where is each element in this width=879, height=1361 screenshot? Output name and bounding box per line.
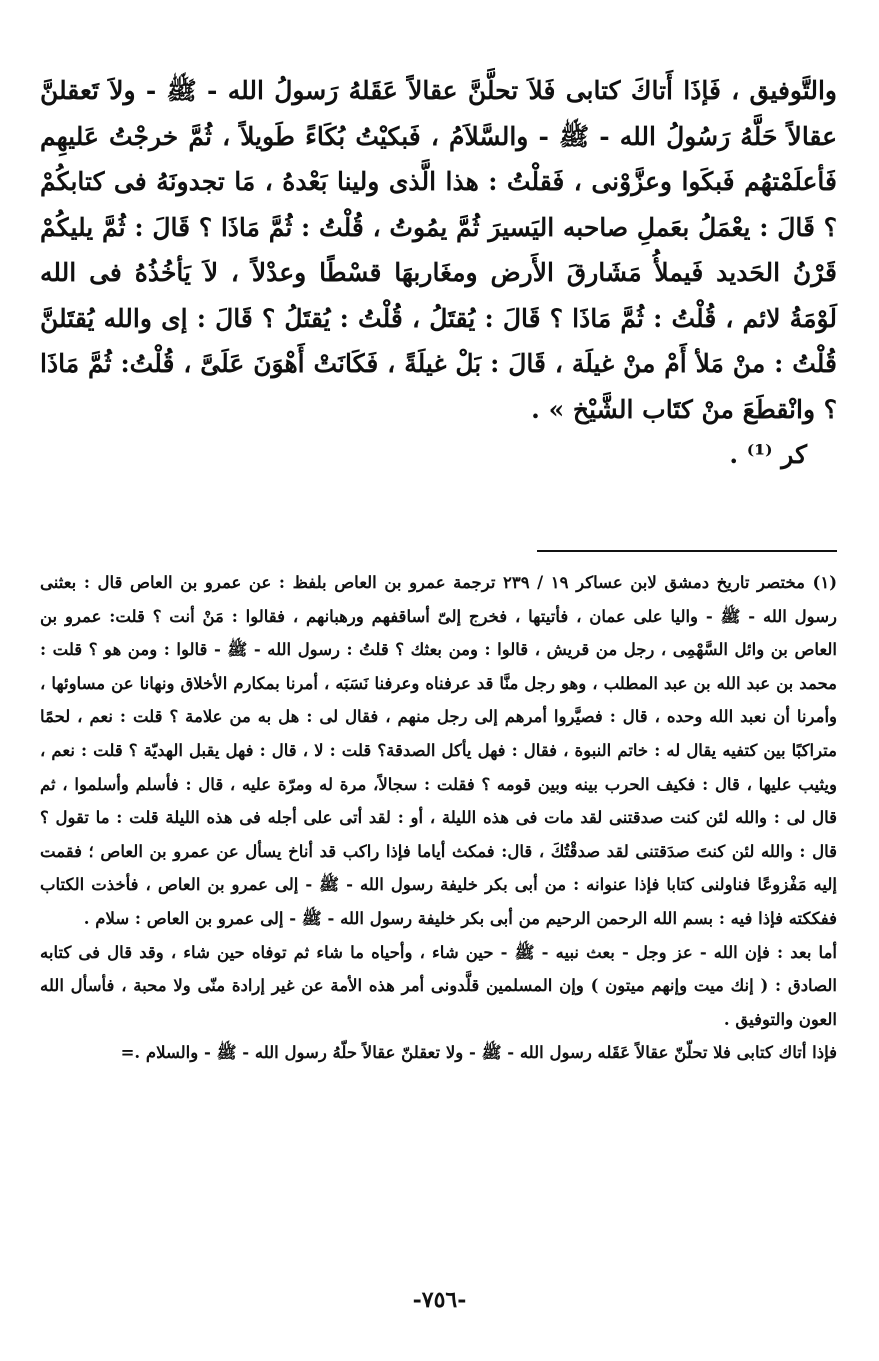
footnote-divider: [537, 550, 837, 552]
page-number: -٧٥٦-: [412, 1287, 467, 1313]
source-signature: كر ⁽¹⁾ .: [729, 440, 807, 469]
footnote-paragraph-1: (١) مختصر تاريخ دمشق لابن عساكر ١٩ / ٢٣٩ ترجمة عمرو بن العاص بلفظ : عن عمرو بن العاص قال : بعثنى رسول الله - ﷺ - واليا على عمان ، فأتيتها ، فخرج إلىّ أساقفهم ورهبانهم ، فقالوا : مَنْ أنت ؟ قلت: عمرو بن العاص بن وائل السَّهْمِى ، رجل من قريش ، قالوا : ومن بعثك ؟ قلتُ : رسول الله - ﷺ - قالوا : ومن هو ؟ قلت : محمد بن عبد الله بن عبد المطلب ، وهو رجل منَّا قد عرفناه وعرفنا نَسَبَه ، أمرنا بمكارم الأخلاق ونهانا عن مساوئها ، وأمرنا أن نعبد الله وحده ، قال : فصيَّروا أمرهم إلى رجل منهم ، فقال لى : هل به من علامة ؟ قلت : نعم ، لحمًا متراكبًا بين كتفيه يقال له : خاتم النبوة ، فقال : فهل يأكل الصدقة؟ قلت : لا ، قال : فهل يقبل الهديّة ؟ قلت : نعم ، ويثيب عليها ، قال : فكيف الحرب بينه وبين قومه ؟ فقلت : سجالاً، مرة له ومرّة عليه ، قال : فأسلم وأسلموا ، ثم قال لى : والله لئن كنت صدقتنى لقد مات فى هذه الليلة ، أو : لقد أتى على أجله فى هذه الليلة قلت : ما تقول ؟ قال : والله لئن كنتَ صدَقتنى لقد صدقْتُكَ ، قال: فمكث أياما فإذا راكب قد أناخ يسأل عن عمرو بن العاص ؛ فقمت إليه مَفْزوعًا فناولنى كتابا فإذا عنوانه : من أبى بكر خليفة رسول الله - ﷺ - إلى عمرو بن العاص ، فأخذت الكتاب ففككته فإذا فيه : بسم الله الرحمن الرحيم من أبى بكر خليفة رسول الله - ﷺ - إلى عمرو بن العاص : سلام .: [40, 573, 838, 928]
footnote-paragraph-2: أما بعد : فإن الله - عز وجل - بعث نبيه - ﷺ - حين شاء ، وأحياه ما شاء ثم توفاه حين شاء ، وقد قال فى كتابه الصادق : ( إنك ميت وإنهم ميتون ) وإن المسلمين قلَّدونى أمر هذه الأمة عن غير إرادة منّى ولا محبة ، فأسأل الله العون والتوفيق .: [40, 942, 837, 1029]
main-text-block: [40, 68, 837, 478]
footnote-paragraph-3: فإذا أتاك كتابى فلا تحلّنّ عقالاً عَقَله رسول الله - ﷺ - ولا تعقلنّ عقالاً حلّهُ رسول الله - ﷺ - والسلام .=: [120, 1043, 837, 1063]
footnotes-block: [40, 566, 837, 1070]
main-paragraph: والتَّوفيق ، فَإذَا أَتاكَ كتابى فَلاَ تحلَّنَّ عقالاً عَقَلهُ رَسولُ الله - ﷺ - ولاَ تَعقلنَّ عقالاً حَلَّهُ رَسُولُ الله - ﷺ - والسَّلاَمُ ، فَبكيْتُ بُكَاءً طَويلاً ، ثُمَّ خرجْتُ عَليهِم فَأعلَمْتهُم فَبكَوا وعزَّوْنى ، فَقلْتُ : هذا الَّذى ولينا بَعْدهُ ، مَا تجدونَهُ فى كتابكُمْ ؟ قَالَ : يعْمَلُ بعَملِ صاحبه اليَسيرَ ثُمَّ يمُوتُ ، قُلْتُ : ثُمَّ مَاذَا ؟ قَالَ : ثُمَّ يليكُمْ قَرْنُ الحَديد فَيملأُ مَشَارقَ الأَرض ومغَاربهَا قسْطًا وعدْلاً ، لاَ يَأخُذُهُ فى الله لَوْمَةُ لائم ، قُلْتُ : ثُمَّ مَاذَا ؟ قَالَ : يُقتَلُ ، قُلْتُ : يُقتَلُ ؟ قَالَ : إى والله يُقتَلنَّ قُلْتُ : منْ مَلأ أَمْ منْ غيلَة ، قَالَ : بَلْ غيلَةً ، فَكَانَتْ أَهْوَنَ عَلَىَّ ، قُلْتُ: ثُمَّ مَاذَا ؟ وانْقطَعَ منْ كتَاب الشَّيْخ » .: [40, 76, 837, 424]
